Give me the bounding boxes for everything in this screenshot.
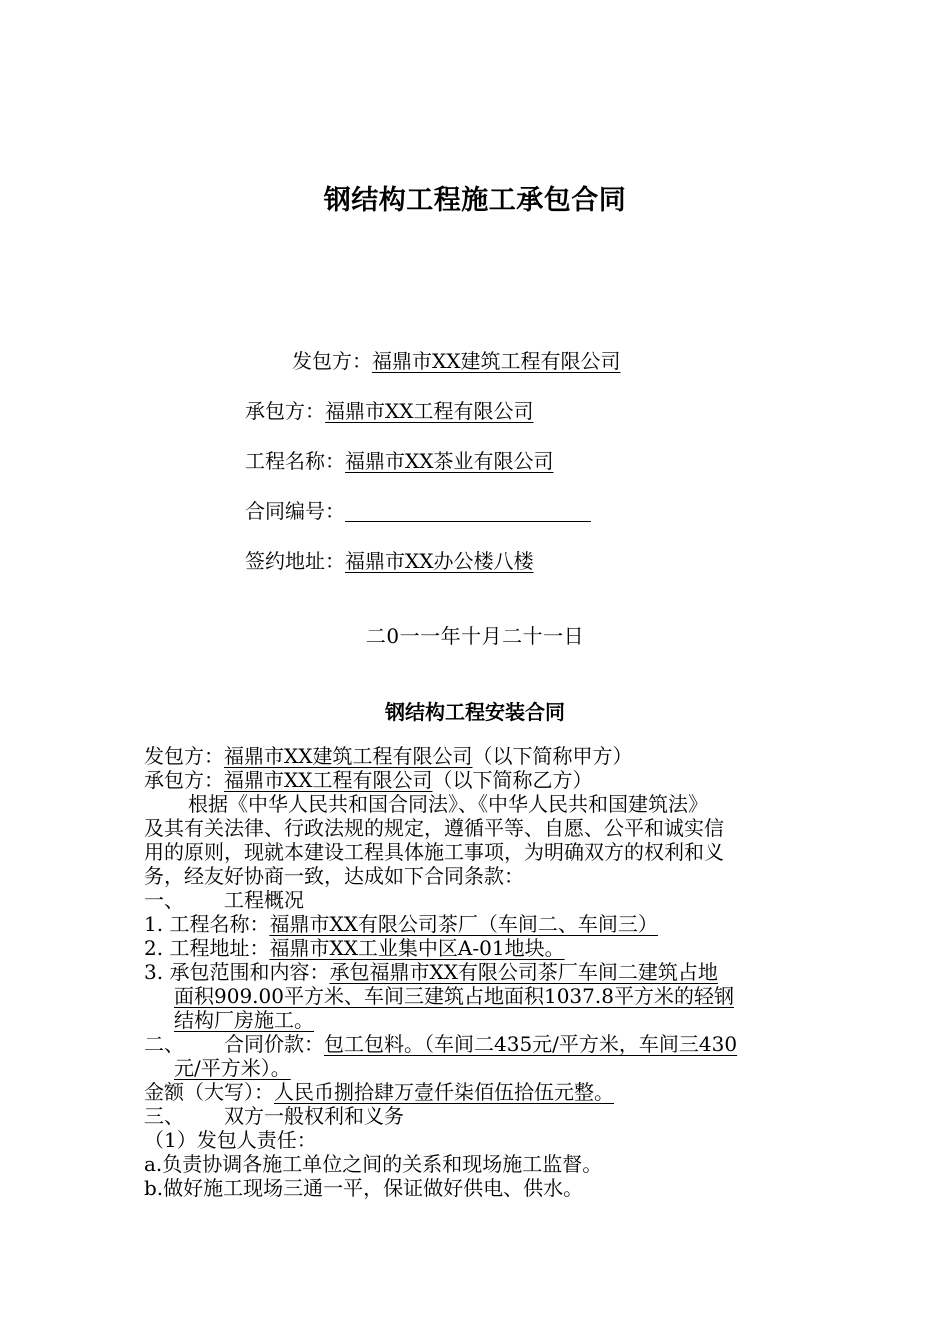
cover-date: 二0一一年十月二十一日 xyxy=(365,624,585,648)
party-b-label: 承包方： xyxy=(144,768,224,792)
item3-label: 3. 承包范围和内容： xyxy=(144,960,330,984)
section2-value-line: 包工包料。（车间二435元/平方米，车间三430 xyxy=(324,1032,738,1056)
section3-heading xyxy=(144,1104,808,1128)
section1-heading xyxy=(144,888,808,912)
amount-value: 人民币捌拾肆万壹仟柒佰伍拾伍元整。 xyxy=(274,1080,614,1104)
cover-project-label: 工程名称： xyxy=(245,449,345,473)
preamble-line: 用的原则，现就本建设工程具体施工事项，为明确双方的权利和义 xyxy=(144,840,724,864)
item3-continuation xyxy=(144,984,808,1008)
cover-title: 钢结构工程施工承包合同 xyxy=(323,185,627,216)
cover-contract-no-label: 合同编号： xyxy=(245,499,345,523)
cover-employer-label: 发包方： xyxy=(292,349,372,373)
item2-label: 2. 工程地址： xyxy=(144,936,270,960)
section3-title: 双方一般权利和义务 xyxy=(224,1104,404,1128)
item1-line xyxy=(144,912,808,936)
section2-label: 合同价款： xyxy=(224,1032,324,1056)
item3-value-line: 结构厂房施工。 xyxy=(174,1008,314,1032)
cover-sign-place-label: 签约地址： xyxy=(245,549,345,573)
item1-value: 福鼎市XX有限公司茶厂（车间二、车间三） xyxy=(269,912,658,936)
section1-title: 工程概况 xyxy=(224,888,304,912)
section2-number: 二、 xyxy=(144,1032,184,1056)
preamble-line: 务，经友好协商一致，达成如下合同条款： xyxy=(144,864,524,888)
party-a-value: 福鼎市XX建筑工程有限公司 xyxy=(224,744,473,768)
party-b-line xyxy=(144,768,808,792)
cover-project-value: 福鼎市XX茶业有限公司 xyxy=(345,449,554,473)
subsection1-heading: （1）发包人责任： xyxy=(144,1128,317,1152)
contract-title: 钢结构工程安装合同 xyxy=(385,700,565,724)
party-a-note: （以下简称甲方） xyxy=(472,744,633,768)
item1-label: 1. 工程名称： xyxy=(144,912,270,936)
cover-sign-place-value: 福鼎市XX办公楼八楼 xyxy=(345,549,534,573)
contract-no-blank xyxy=(345,501,591,522)
section2-heading xyxy=(144,1032,808,1056)
cover-contract-no-line xyxy=(245,497,591,525)
party-a-label: 发包方： xyxy=(144,744,224,768)
cover-contractor-label: 承包方： xyxy=(245,399,325,423)
item3-line xyxy=(144,960,808,984)
item2-line xyxy=(144,936,808,960)
section2-value-line: 元/平方米）。 xyxy=(174,1056,291,1080)
item3-continuation xyxy=(144,1008,808,1032)
section3-number: 三、 xyxy=(144,1104,184,1128)
section1-number: 一、 xyxy=(144,888,184,912)
preamble-line: 根据《中华人民共和国合同法》、《中华人民共和国建筑法》 xyxy=(188,792,708,816)
cover-employer-line xyxy=(292,347,620,375)
cover-project-line xyxy=(245,447,553,475)
item3-value-line: 承包福鼎市XX有限公司茶厂车间二建筑占地 xyxy=(329,960,718,984)
party-a-line xyxy=(144,744,808,768)
party-b-value: 福鼎市XX工程有限公司 xyxy=(224,768,433,792)
item2-value: 福鼎市XX工业集中区A-01地块。 xyxy=(269,936,565,960)
cover-employer-value: 福鼎市XX建筑工程有限公司 xyxy=(372,349,621,373)
cover-contractor-line xyxy=(245,397,533,425)
cover-contractor-value: 福鼎市XX工程有限公司 xyxy=(325,399,534,423)
party-b-note: （以下简称乙方） xyxy=(432,768,593,792)
amount-line xyxy=(144,1080,808,1104)
preamble-line: 及其有关法律、行政法规的规定，遵循平等、自愿、公平和诚实信 xyxy=(144,816,724,840)
contract-body xyxy=(144,744,808,1200)
amount-label: 金额（大写）： xyxy=(144,1080,274,1104)
duty-b: b.做好施工现场三通一平，保证做好供电、供水。 xyxy=(144,1176,584,1200)
item3-value-line: 面积909.00平方米、车间三建筑占地面积1037.8平方米的轻钢 xyxy=(174,984,734,1008)
section2-continuation xyxy=(144,1056,808,1080)
duty-a: a.负责协调各施工单位之间的关系和现场施工监督。 xyxy=(144,1152,603,1176)
cover-sign-place-line xyxy=(245,547,533,575)
